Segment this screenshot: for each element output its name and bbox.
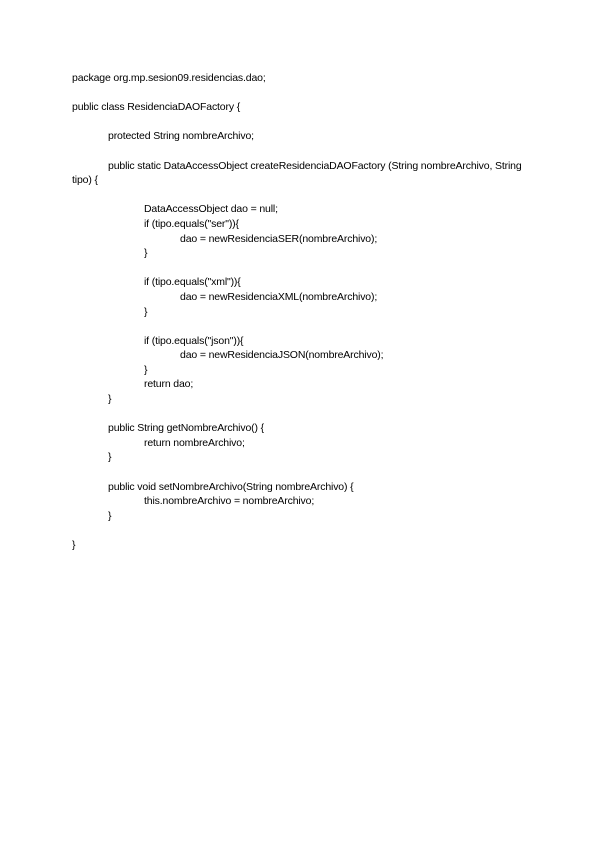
factory-method-signature-text: public static DataAccessObject createResidenciaDAOFactory (String nombreArchivo, String tipo) {	[72, 159, 522, 187]
code-line: }	[144, 305, 148, 318]
code-line: this.nombreArchivo = nombreArchivo;	[144, 495, 315, 508]
code-listing	[72, 71, 542, 553]
code-line: if (tipo.equals("json")){	[144, 334, 244, 347]
code-line: }	[108, 393, 112, 406]
package-declaration: package org.mp.sesion09.residencias.dao;	[72, 72, 266, 84]
blank-line	[72, 319, 542, 334]
code-line: }	[144, 247, 148, 260]
code-line: dao = newResidenciaSER(nombreArchivo);	[180, 232, 378, 245]
code-line: }	[108, 451, 112, 464]
blank-line	[72, 144, 542, 159]
code-line: }	[108, 509, 112, 522]
blank-line	[72, 465, 542, 480]
setter-signature: public void setNombreArchivo(String nombreArchivo) {	[108, 480, 354, 493]
field-declaration: protected String nombreArchivo;	[108, 130, 254, 143]
code-line: return nombreArchivo;	[144, 436, 245, 449]
code-line: DataAccessObject dao = null;	[144, 203, 278, 216]
getter-signature: public String getNombreArchivo() {	[108, 422, 264, 435]
code-line: dao = newResidenciaJSON(nombreArchivo);	[180, 349, 384, 362]
code-line: }	[144, 363, 148, 376]
blank-line	[72, 523, 542, 538]
blank-line	[72, 261, 542, 276]
blank-line	[72, 407, 542, 422]
factory-method-signature	[72, 159, 542, 188]
code-line: return dao;	[144, 378, 194, 391]
class-declaration: public class ResidenciaDAOFactory {	[72, 101, 241, 114]
class-closing-brace: }	[72, 539, 76, 551]
code-line: dao = newResidenciaXML(nombreArchivo);	[180, 290, 378, 303]
code-line: if (tipo.equals("ser")){	[144, 217, 239, 230]
code-line: if (tipo.equals("xml")){	[144, 276, 241, 289]
blank-line	[72, 188, 542, 203]
blank-line	[72, 115, 542, 130]
blank-line	[72, 86, 542, 101]
